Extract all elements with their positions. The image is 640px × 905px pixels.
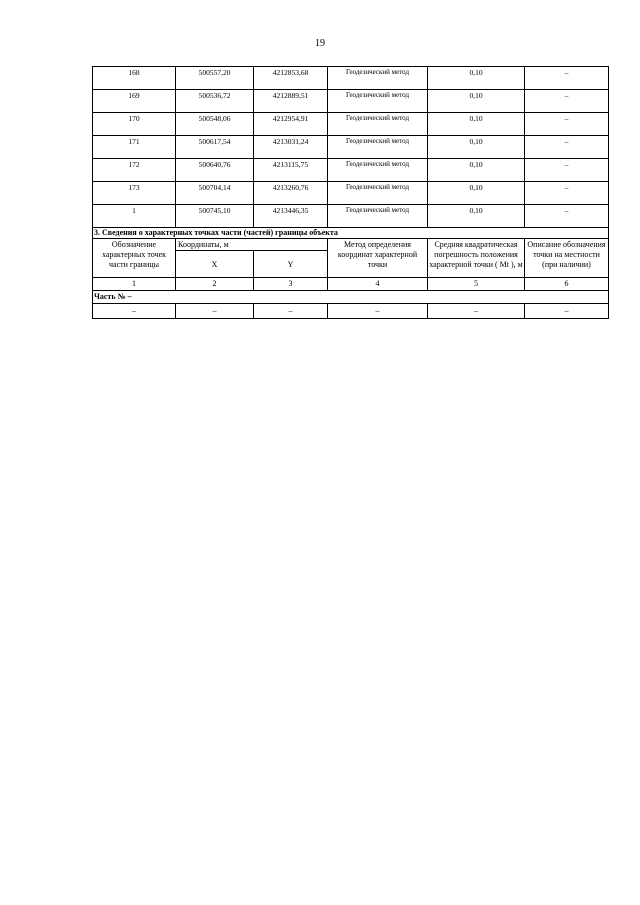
coord-y: 4212889,51 [254,90,328,113]
coord-y: 4213115,75 [254,159,328,182]
mt-value: 0,10 [428,136,525,159]
col-number: 4 [328,278,428,291]
table-row [93,136,609,159]
method: Геодезический метод [328,205,428,228]
header-y: Y [254,251,328,278]
method: Геодезический метод [328,159,428,182]
table-row [93,67,609,90]
mt-value: 0,10 [428,90,525,113]
coord-y: 4213260,76 [254,182,328,205]
coord-x: 500640,76 [176,159,254,182]
page-number: 19 [315,38,325,49]
coord-x: 500617,54 [176,136,254,159]
part-label: Часть № – [93,291,609,304]
coord-x: 500704,14 [176,182,254,205]
method: Геодезический метод [328,113,428,136]
coord-y: 4212853,68 [254,67,328,90]
section-3 [93,228,609,319]
point-number: 172 [93,159,176,182]
dash-cell: – [525,304,609,319]
point-number: 1 [93,205,176,228]
method: Геодезический метод [328,136,428,159]
method: Геодезический метод [328,90,428,113]
header-mt: Средняя квадратическая погрешность положения характерной точки ( Mt ), м [428,239,525,278]
coord-x: 500557,20 [176,67,254,90]
mt-value: 0,10 [428,159,525,182]
data-rows [93,67,609,228]
description: – [525,205,609,228]
dash-cell: – [93,304,176,319]
description: – [525,159,609,182]
description: – [525,113,609,136]
description: – [525,67,609,90]
col-number: 5 [428,278,525,291]
point-number: 169 [93,90,176,113]
table-row [93,90,609,113]
coord-x: 500745,10 [176,205,254,228]
col-number: 2 [176,278,254,291]
dash-cell: – [328,304,428,319]
col-number: 6 [525,278,609,291]
coord-y: 4212954,91 [254,113,328,136]
table-row [93,205,609,228]
mt-value: 0,10 [428,182,525,205]
table-row [93,159,609,182]
point-number: 173 [93,182,176,205]
header-method: Метод определения координат характерной точки [328,239,428,278]
mt-value: 0,10 [428,67,525,90]
description: – [525,90,609,113]
dash-cell: – [428,304,525,319]
coord-y: 4213446,35 [254,205,328,228]
point-number: 171 [93,136,176,159]
header-coordinates: Координаты, м [176,239,328,251]
dash-cell: – [254,304,328,319]
coord-x: 500536,72 [176,90,254,113]
col-number: 1 [93,278,176,291]
coord-y: 4213031,24 [254,136,328,159]
table-row [93,113,609,136]
point-number: 168 [93,67,176,90]
coord-x: 500548,06 [176,113,254,136]
header-x: X [176,251,254,278]
header-description: Описание обозначения точки на местности (при наличии) [525,239,609,278]
dash-cell: – [176,304,254,319]
description: – [525,136,609,159]
method: Геодезический метод [328,67,428,90]
boundary-points-table [92,66,609,319]
point-number: 170 [93,113,176,136]
mt-value: 0,10 [428,113,525,136]
mt-value: 0,10 [428,205,525,228]
header-point: Обозначение характерных точек части границы [93,239,176,278]
description: – [525,182,609,205]
col-number: 3 [254,278,328,291]
table-row [93,182,609,205]
method: Геодезический метод [328,182,428,205]
section-3-title: 3. Сведения о характерных точках части (частей) границы объекта [93,228,609,239]
